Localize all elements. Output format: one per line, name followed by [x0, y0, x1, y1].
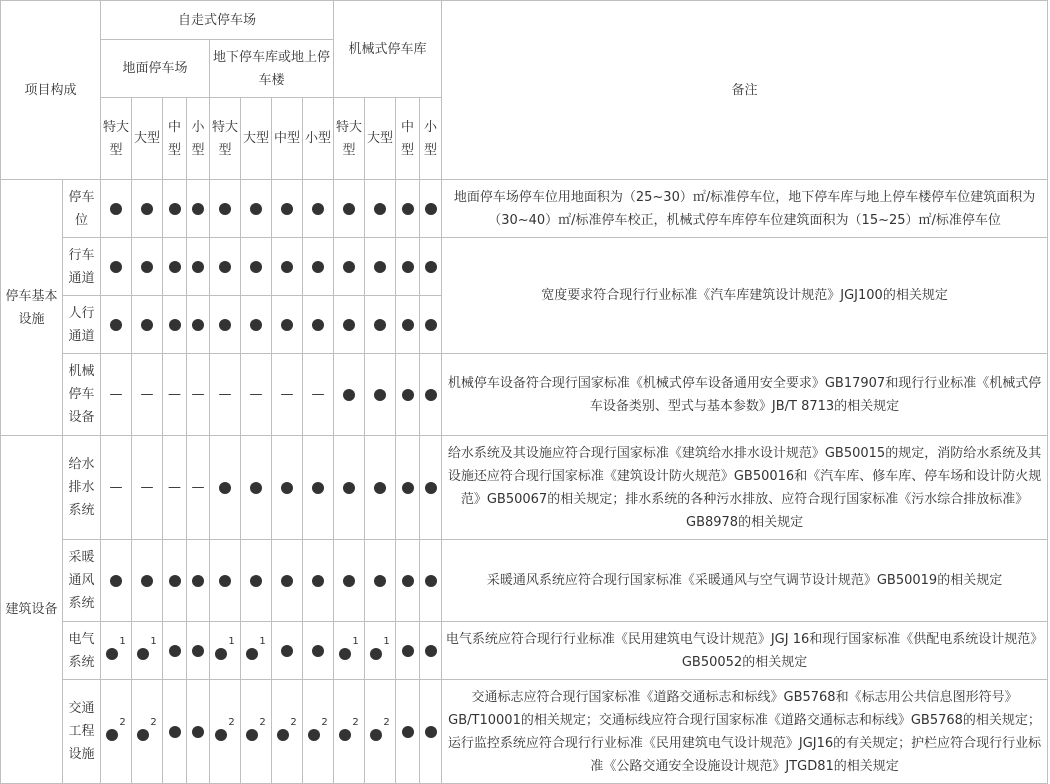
filled-dot-icon: [312, 261, 324, 273]
mark-cell: [420, 436, 442, 540]
footnote-mark: 1: [352, 636, 359, 647]
mark-cell: [303, 436, 334, 540]
table-row: [1, 180, 1048, 238]
filled-dot-icon: [192, 726, 204, 738]
mark-cell: [101, 680, 132, 784]
size-header: 小型: [187, 98, 210, 180]
mark-cell: [187, 436, 210, 540]
dash-mark: —: [109, 387, 123, 402]
dash-mark: —: [191, 387, 205, 402]
filled-dot-icon: [312, 482, 324, 494]
filled-dot-icon: [343, 319, 355, 331]
mark-cell: [187, 354, 210, 436]
filled-dot-icon: [281, 482, 293, 494]
footnote-mark: 1: [383, 636, 390, 647]
size-header: 中型: [272, 98, 303, 180]
mark-cell: [272, 680, 303, 784]
mark-cell: [272, 540, 303, 622]
footnote-mark: 1: [150, 636, 157, 647]
mark-cell: [396, 436, 420, 540]
mark-cell: [303, 238, 334, 296]
header-underground: 地下停车库或地上停车楼: [210, 40, 334, 98]
header-self-drive: 自走式停车场: [101, 1, 334, 40]
filled-dot-icon: [169, 319, 181, 331]
filled-dot-icon: [141, 575, 153, 587]
size-header: 中型: [396, 98, 420, 180]
mark-cell: [420, 354, 442, 436]
mark-cell: [187, 622, 210, 680]
size-header: 特大型: [210, 98, 241, 180]
remark: 地面停车场停车位用地面积为（25~30）㎡/标准停车位，地下停车库与地上停车楼停车位建筑面积为（30~40）㎡/标准停车校正，机械式停车库停车位建筑面积为（15~25）㎡/标准停车位: [442, 180, 1048, 238]
size-header: 小型: [420, 98, 442, 180]
mark-cell: [396, 540, 420, 622]
mark-cell: [241, 354, 272, 436]
filled-dot-icon: [402, 575, 414, 587]
mark-cell: [334, 180, 365, 238]
filled-dot-icon: [374, 319, 386, 331]
filled-dot-icon: [250, 482, 262, 494]
mark-cell: [210, 354, 241, 436]
dash-mark: —: [218, 387, 232, 402]
mark-cell: [365, 296, 396, 354]
row-name: 行车通道: [63, 238, 101, 296]
filled-dot-icon: [250, 203, 262, 215]
mark-cell: [163, 180, 187, 238]
mark-cell: [303, 622, 334, 680]
mark-cell: [396, 680, 420, 784]
filled-dot-icon: [141, 319, 153, 331]
filled-dot-icon: [281, 319, 293, 331]
mark-cell: [132, 238, 163, 296]
mark-cell: [272, 296, 303, 354]
filled-dot-icon: [402, 389, 414, 401]
mark-cell: [241, 238, 272, 296]
filled-dot-icon: [215, 648, 227, 660]
filled-dot-icon: [402, 726, 414, 738]
filled-dot-icon: [374, 203, 386, 215]
footnote-mark: 1: [119, 636, 126, 647]
dash-mark: —: [311, 387, 325, 402]
size-header: 特大型: [334, 98, 365, 180]
mark-cell: [272, 238, 303, 296]
mark-cell: [132, 540, 163, 622]
filled-dot-icon: [250, 319, 262, 331]
filled-dot-icon: [425, 203, 437, 215]
filled-dot-icon: [110, 261, 122, 273]
filled-dot-icon: [169, 726, 181, 738]
filled-dot-icon: [425, 575, 437, 587]
mark-cell: [210, 296, 241, 354]
filled-dot-icon: [312, 645, 324, 657]
mark-cell: [241, 180, 272, 238]
footnote-mark: 2: [352, 717, 359, 728]
mark-cell: [241, 436, 272, 540]
mark-cell: [132, 436, 163, 540]
size-header: 大型: [365, 98, 396, 180]
filled-dot-icon: [281, 645, 293, 657]
mark-cell: [132, 354, 163, 436]
filled-dot-icon: [425, 389, 437, 401]
mark-cell: [210, 180, 241, 238]
filled-dot-icon: [312, 203, 324, 215]
size-header: 小型: [303, 98, 334, 180]
mark-cell: [334, 680, 365, 784]
header-remarks: 备注: [442, 1, 1048, 180]
filled-dot-icon: [425, 645, 437, 657]
filled-dot-icon: [219, 203, 231, 215]
filled-dot-icon: [402, 319, 414, 331]
filled-dot-icon: [106, 729, 118, 741]
footnote-mark: 1: [259, 636, 266, 647]
filled-dot-icon: [339, 648, 351, 660]
mark-cell: [365, 180, 396, 238]
table-row: [1, 540, 1048, 622]
row-name: 采暖通风系统: [63, 540, 101, 622]
dash-mark: —: [140, 387, 154, 402]
filled-dot-icon: [374, 389, 386, 401]
filled-dot-icon: [219, 261, 231, 273]
mark-cell: [365, 354, 396, 436]
mark-cell: [187, 180, 210, 238]
mark-cell: [163, 354, 187, 436]
mark-cell: [132, 680, 163, 784]
mark-cell: [396, 622, 420, 680]
dash-mark: —: [168, 480, 182, 495]
mark-cell: [187, 540, 210, 622]
filled-dot-icon: [192, 575, 204, 587]
mark-cell: [163, 296, 187, 354]
mark-cell: [334, 436, 365, 540]
filled-dot-icon: [192, 645, 204, 657]
row-name: 机械停车设备: [63, 354, 101, 436]
mark-cell: [163, 238, 187, 296]
mark-cell: [210, 680, 241, 784]
mark-cell: [101, 180, 132, 238]
row-name: 给水排水系统: [63, 436, 101, 540]
mark-cell: [272, 436, 303, 540]
mark-cell: [272, 180, 303, 238]
mark-cell: [303, 180, 334, 238]
mark-cell: [303, 354, 334, 436]
size-header: 中型: [163, 98, 187, 180]
row-name: 人行通道: [63, 296, 101, 354]
filled-dot-icon: [343, 389, 355, 401]
dash-mark: —: [140, 480, 154, 495]
mark-cell: [210, 238, 241, 296]
mark-cell: [365, 622, 396, 680]
row-name: 电气系统: [63, 622, 101, 680]
mark-cell: [187, 238, 210, 296]
filled-dot-icon: [141, 261, 153, 273]
filled-dot-icon: [281, 203, 293, 215]
filled-dot-icon: [141, 203, 153, 215]
filled-dot-icon: [425, 319, 437, 331]
mark-cell: [272, 354, 303, 436]
group-name: 建筑设备: [1, 436, 63, 784]
mark-cell: [163, 540, 187, 622]
filled-dot-icon: [374, 482, 386, 494]
filled-dot-icon: [137, 648, 149, 660]
mark-cell: [101, 238, 132, 296]
filled-dot-icon: [277, 729, 289, 741]
row-name: 交通工程设施: [63, 680, 101, 784]
mark-cell: [365, 680, 396, 784]
mark-cell: [210, 540, 241, 622]
row-name: 停车位: [63, 180, 101, 238]
filled-dot-icon: [402, 261, 414, 273]
filled-dot-icon: [219, 319, 231, 331]
filled-dot-icon: [339, 729, 351, 741]
footnote-mark: 2: [383, 717, 390, 728]
mark-cell: [334, 238, 365, 296]
filled-dot-icon: [137, 729, 149, 741]
filled-dot-icon: [425, 261, 437, 273]
mark-cell: [334, 622, 365, 680]
remark: 宽度要求符合现行行业标准《汽车库建筑设计规范》JGJ100的相关规定: [442, 238, 1048, 354]
dash-mark: —: [191, 480, 205, 495]
dash-mark: —: [249, 387, 263, 402]
header-ground: 地面停车场: [101, 40, 210, 98]
filled-dot-icon: [374, 261, 386, 273]
mark-cell: [101, 540, 132, 622]
filled-dot-icon: [402, 203, 414, 215]
filled-dot-icon: [169, 575, 181, 587]
mark-cell: [163, 680, 187, 784]
mark-cell: [241, 540, 272, 622]
footnote-mark: 2: [228, 717, 235, 728]
remark: 电气系统应符合现行行业标准《民用建筑电气设计规范》JGJ 16和现行国家标准《供配电系统设计规范》GB50052的相关规定: [442, 622, 1048, 680]
mark-cell: [365, 238, 396, 296]
mark-cell: [420, 238, 442, 296]
remark: 交通标志应符合现行国家标准《道路交通标志和标线》GB5768和《标志用公共信息图形符号》GB/T10001的相关规定；交通标线应符合现行国家标准《道路交通标志和标线》GB5768的相关规定；运行监控系统应符合现行行业标准《民用建筑电气设计规范》JGJ16的有关规定；护栏应符合现行行业标准《公路交通安全设施设计规范》JTGD81的相关规定: [442, 680, 1048, 784]
filled-dot-icon: [425, 482, 437, 494]
mark-cell: [420, 680, 442, 784]
mark-cell: [303, 680, 334, 784]
filled-dot-icon: [343, 482, 355, 494]
remark: 采暖通风系统应符合现行国家标准《采暖通风与空气调节设计规范》GB50019的相关规定: [442, 540, 1048, 622]
mark-cell: [210, 622, 241, 680]
filled-dot-icon: [343, 575, 355, 587]
footnote-mark: 2: [150, 717, 157, 728]
size-header: 大型: [241, 98, 272, 180]
remark: 机械停车设备符合现行国家标准《机械式停车设备通用安全要求》GB17907和现行行业标准《机械式停车设备类别、型式与基本参数》JB/T 8713的相关规定: [442, 354, 1048, 436]
footnote-mark: 2: [290, 717, 297, 728]
filled-dot-icon: [374, 575, 386, 587]
mark-cell: [396, 354, 420, 436]
footnote-mark: 1: [228, 636, 235, 647]
filled-dot-icon: [281, 261, 293, 273]
mark-cell: [132, 296, 163, 354]
filled-dot-icon: [215, 729, 227, 741]
filled-dot-icon: [219, 482, 231, 494]
filled-dot-icon: [219, 575, 231, 587]
footnote-mark: 2: [321, 717, 328, 728]
filled-dot-icon: [281, 575, 293, 587]
filled-dot-icon: [192, 261, 204, 273]
filled-dot-icon: [169, 645, 181, 657]
mark-cell: [303, 296, 334, 354]
dash-mark: —: [109, 480, 123, 495]
mark-cell: [334, 296, 365, 354]
table-row: [1, 680, 1048, 784]
mark-cell: [241, 296, 272, 354]
filled-dot-icon: [110, 575, 122, 587]
mark-cell: [420, 622, 442, 680]
mark-cell: [396, 180, 420, 238]
dash-mark: —: [168, 387, 182, 402]
filled-dot-icon: [402, 645, 414, 657]
mark-cell: [187, 680, 210, 784]
footnote-mark: 2: [119, 717, 126, 728]
filled-dot-icon: [246, 648, 258, 660]
table-row: [1, 622, 1048, 680]
mark-cell: [396, 238, 420, 296]
mark-cell: [334, 354, 365, 436]
table-row: [1, 436, 1048, 540]
mark-cell: [334, 540, 365, 622]
size-header: 特大型: [101, 98, 132, 180]
filled-dot-icon: [308, 729, 320, 741]
mark-cell: [241, 622, 272, 680]
mark-cell: [396, 296, 420, 354]
size-header: 大型: [132, 98, 163, 180]
mark-cell: [132, 622, 163, 680]
filled-dot-icon: [192, 319, 204, 331]
mark-cell: [365, 436, 396, 540]
mark-cell: [420, 180, 442, 238]
mark-cell: [241, 680, 272, 784]
mark-cell: [101, 436, 132, 540]
group-name: 停车基本设施: [1, 180, 63, 436]
mark-cell: [132, 180, 163, 238]
mark-cell: [101, 622, 132, 680]
filled-dot-icon: [343, 203, 355, 215]
filled-dot-icon: [169, 203, 181, 215]
filled-dot-icon: [343, 261, 355, 273]
mark-cell: [101, 296, 132, 354]
mark-cell: [420, 296, 442, 354]
mark-cell: [101, 354, 132, 436]
mark-cell: [163, 436, 187, 540]
filled-dot-icon: [250, 575, 262, 587]
filled-dot-icon: [169, 261, 181, 273]
dash-mark: —: [280, 387, 294, 402]
filled-dot-icon: [250, 261, 262, 273]
filled-dot-icon: [312, 319, 324, 331]
header-project: 项目构成: [1, 1, 101, 180]
filled-dot-icon: [425, 726, 437, 738]
table-row: [1, 354, 1048, 436]
mark-cell: [163, 622, 187, 680]
mark-cell: [272, 622, 303, 680]
filled-dot-icon: [402, 482, 414, 494]
header-mechanical: 机械式停车库: [334, 1, 442, 98]
filled-dot-icon: [370, 648, 382, 660]
filled-dot-icon: [312, 575, 324, 587]
mark-cell: [365, 540, 396, 622]
mark-cell: [210, 436, 241, 540]
footnote-mark: 2: [259, 717, 266, 728]
filled-dot-icon: [246, 729, 258, 741]
mark-cell: [187, 296, 210, 354]
remark: 给水系统及其设施应符合现行国家标准《建筑给水排水设计规范》GB50015的规定，消防给水系统及其设施还应符合现行国家标准《建筑设计防火规范》GB50016和《汽车库、修车库、停车场和设计防火规范》GB50067的相关规定；排水系统的各种污水排放、应符合现行国家标准《污水综合排放标准》GB8978的相关规定: [442, 436, 1048, 540]
filled-dot-icon: [370, 729, 382, 741]
table-row: [1, 238, 1048, 296]
filled-dot-icon: [110, 203, 122, 215]
filled-dot-icon: [192, 203, 204, 215]
mark-cell: [420, 540, 442, 622]
filled-dot-icon: [110, 319, 122, 331]
mark-cell: [303, 540, 334, 622]
filled-dot-icon: [106, 648, 118, 660]
